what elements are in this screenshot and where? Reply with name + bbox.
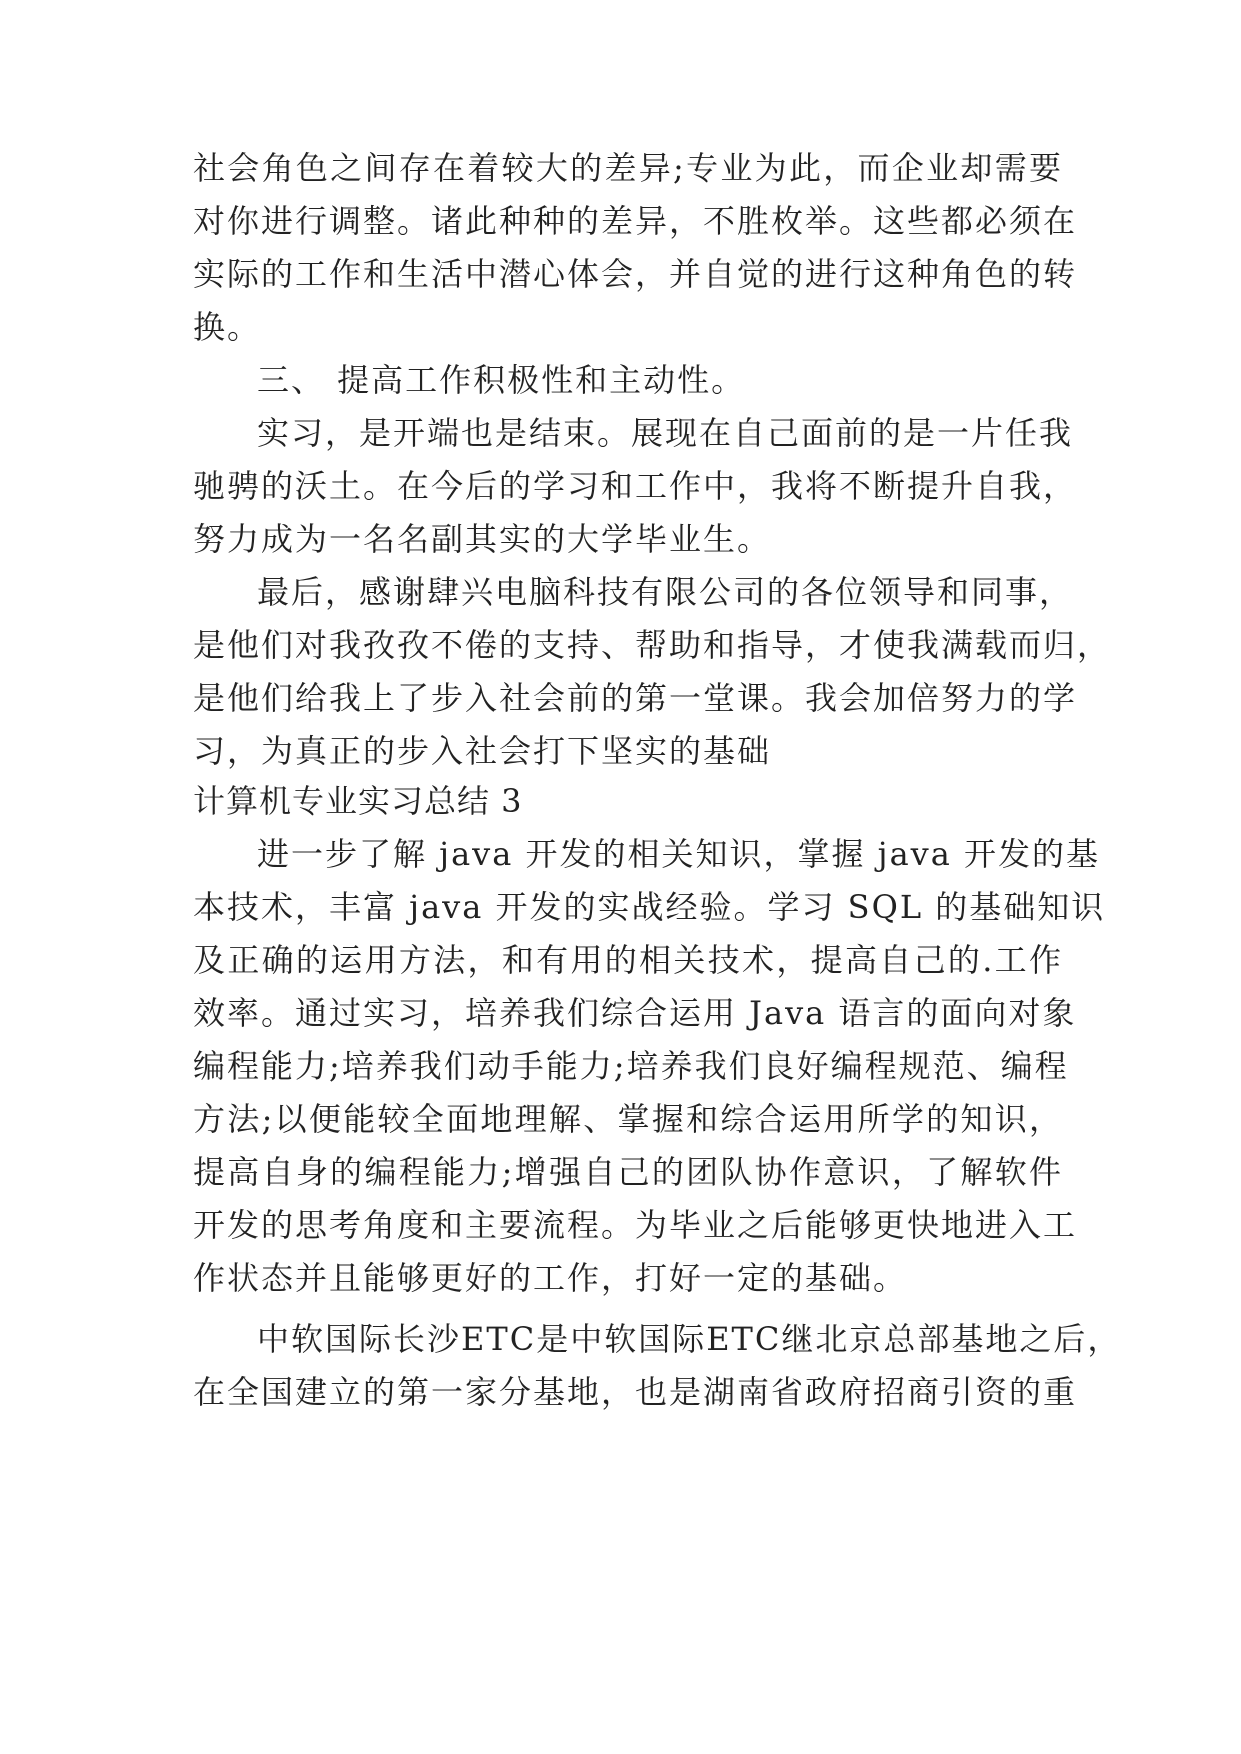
document-heading: 计算机专业实习总结 3 xyxy=(193,782,523,820)
paragraph-line: 在全国建立的第一家分基地，也是湖南省政府招商引资的重 xyxy=(193,1373,1078,1411)
paragraph-line: 是他们对我孜孜不倦的支持、帮助和指导，才使我满载而归， xyxy=(193,626,1112,664)
paragraph-line: 及正确的运用方法，和有用的相关技术，提高自己的.工作 xyxy=(193,941,1063,979)
paragraph-line: 努力成为一名名副其实的大学毕业生。 xyxy=(193,520,772,558)
paragraph-line: 进一步了解 java 开发的相关知识，掌握 java 开发的基 xyxy=(257,835,1101,873)
paragraph-line: 实际的工作和生活中潜心体会，并自觉的进行这种角色的转 xyxy=(193,255,1078,293)
paragraph-line: 换。 xyxy=(193,308,262,346)
paragraph-line: 提高自身的编程能力;增强自己的团队协作意识，了解软件 xyxy=(193,1153,1063,1191)
paragraph-line: 对你进行调整。诸此种种的差异，不胜枚举。这些都必须在 xyxy=(193,202,1078,240)
paragraph-line: 方法;以便能较全面地理解、掌握和综合运用所学的知识， xyxy=(193,1100,1063,1138)
section-title: 三、 提高工作积极性和主动性。 xyxy=(257,361,746,399)
paragraph-line: 本技术，丰富 java 开发的实战经验。学习 SQL 的基础知识 xyxy=(193,888,1106,926)
paragraph-line: 效率。通过实习，培养我们综合运用 Java 语言的面向对象 xyxy=(193,994,1077,1032)
paragraph-line: 作状态并且能够更好的工作，打好一定的基础。 xyxy=(193,1259,908,1297)
paragraph-line: 中软国际长沙ETC是中软国际ETC继北京总部基地之后， xyxy=(257,1320,1122,1358)
paragraph-line: 习，为真正的步入社会打下坚实的基础 xyxy=(193,732,772,770)
paragraph-line: 编程能力;培养我们动手能力;培养我们良好编程规范、编程 xyxy=(193,1047,1069,1085)
paragraph-line: 开发的思考角度和主要流程。为毕业之后能够更快地进入工 xyxy=(193,1206,1078,1244)
paragraph-line: 社会角色之间存在着较大的差异;专业为此，而企业却需要 xyxy=(193,149,1063,187)
paragraph-line: 驰骋的沃土。在今后的学习和工作中，我将不断提升自我， xyxy=(193,467,1078,505)
paragraph-line: 实习，是开端也是结束。展现在自己面前的是一片任我 xyxy=(257,414,1074,452)
paragraph-line: 是他们给我上了步入社会前的第一堂课。我会加倍努力的学 xyxy=(193,679,1078,717)
paragraph-line: 最后，感谢肆兴电脑科技有限公司的各位领导和同事， xyxy=(257,573,1074,611)
